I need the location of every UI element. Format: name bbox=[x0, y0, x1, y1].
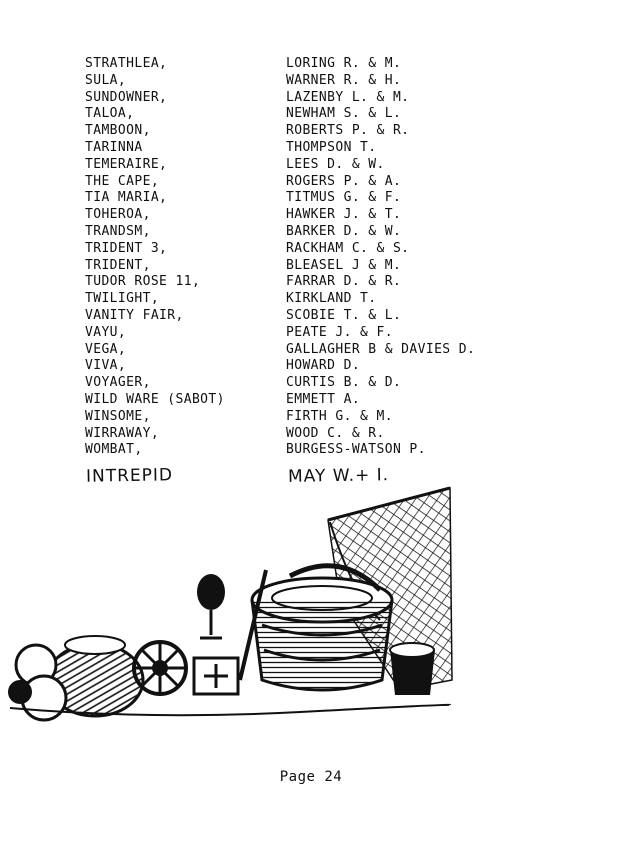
list-item bbox=[85, 392, 535, 409]
list-item bbox=[85, 224, 535, 241]
boat-name: THE CAPE, bbox=[85, 173, 160, 189]
owner-name: HOWARD D. bbox=[286, 358, 361, 374]
boat-name: VIVA, bbox=[85, 358, 127, 374]
owner-name: CURTIS B. & D. bbox=[286, 375, 402, 391]
owner-name: NEWHAM S. & L. bbox=[286, 106, 402, 122]
boat-name: WILD WARE (SABOT) bbox=[85, 391, 225, 407]
list-item bbox=[85, 241, 535, 258]
list-item bbox=[85, 274, 535, 291]
owner-name: EMMETT A. bbox=[286, 391, 361, 407]
boat-name: TEMERAIRE, bbox=[85, 156, 168, 172]
list-item bbox=[85, 291, 535, 308]
list-item bbox=[85, 73, 535, 90]
owner-name: LORING R. & M. bbox=[286, 56, 402, 71]
owner-name: FIRTH G. & M. bbox=[286, 408, 393, 424]
list-item bbox=[85, 409, 535, 426]
lobster-pot-icon bbox=[252, 566, 392, 690]
list-item bbox=[85, 207, 535, 224]
boat-name: VAYU, bbox=[85, 324, 127, 340]
lantern-icon bbox=[197, 574, 225, 638]
boat-name: TARINNA bbox=[85, 139, 143, 155]
owner-name: RACKHAM C. & S. bbox=[286, 240, 410, 256]
boat-name: TUDOR ROSE 11, bbox=[85, 274, 201, 290]
owner-name: GALLAGHER B & DAVIES D. bbox=[286, 341, 476, 357]
owner-name: TITMUS G. & F. bbox=[286, 190, 402, 206]
boat-name: TRIDENT 3, bbox=[85, 240, 168, 256]
nautical-still-life-illustration bbox=[0, 480, 622, 730]
list-item bbox=[85, 308, 535, 325]
owner-name: HAWKER J. & T. bbox=[286, 207, 402, 223]
boat-name: TIA MARIA, bbox=[85, 190, 168, 206]
handwritten-owner-name: MAY W.+ I. bbox=[287, 465, 390, 487]
list-item bbox=[85, 375, 535, 392]
owner-name: THOMPSON T. bbox=[286, 139, 377, 155]
handwritten-boat-name: INTREPID bbox=[85, 465, 174, 487]
list-item bbox=[85, 358, 535, 375]
list-item bbox=[85, 56, 535, 73]
list-item bbox=[85, 325, 535, 342]
list-item bbox=[85, 106, 535, 123]
owner-name: BURGESS-WATSON P. bbox=[286, 442, 426, 458]
list-item bbox=[85, 190, 535, 207]
boat-name: SUNDOWNER, bbox=[85, 89, 168, 105]
boat-name: WIRRAWAY, bbox=[85, 425, 160, 441]
boat-name: TALOA, bbox=[85, 106, 135, 122]
crate-icon bbox=[194, 658, 238, 694]
bucket-icon bbox=[390, 643, 435, 695]
boat-name: WOMBAT, bbox=[85, 442, 143, 458]
owner-list bbox=[85, 56, 535, 459]
list-item bbox=[85, 426, 535, 443]
list-item bbox=[85, 157, 535, 174]
owner-name: ROGERS P. & A. bbox=[286, 173, 402, 189]
owner-name: FARRAR D. & R. bbox=[286, 274, 402, 290]
owner-name: LAZENBY L. & M. bbox=[286, 89, 410, 105]
list-item bbox=[85, 258, 535, 275]
boat-name: TRIDENT, bbox=[85, 257, 151, 273]
owner-name: ROBERTS P. & R. bbox=[286, 123, 410, 139]
list-item bbox=[85, 342, 535, 359]
boat-name: VOYAGER, bbox=[85, 375, 151, 391]
list-item bbox=[85, 442, 535, 459]
owner-name: LEES D. & W. bbox=[286, 156, 385, 172]
boat-name: WINSOME, bbox=[85, 408, 151, 424]
owner-name: WOOD C. & R. bbox=[286, 425, 385, 441]
owner-name: WARNER R. & H. bbox=[286, 72, 402, 88]
list-item bbox=[85, 90, 535, 107]
boat-name: TOHEROA, bbox=[85, 207, 151, 223]
boat-name: TWILIGHT, bbox=[85, 291, 160, 307]
boat-name: TAMBOON, bbox=[85, 123, 151, 139]
owner-name: BARKER D. & W. bbox=[286, 223, 402, 239]
boat-name: VEGA, bbox=[85, 341, 127, 357]
list-item bbox=[85, 140, 535, 157]
list-item bbox=[85, 174, 535, 191]
boat-name: VANITY FAIR, bbox=[85, 307, 184, 323]
owner-name: PEATE J. & F. bbox=[286, 324, 393, 340]
list-item bbox=[85, 123, 535, 140]
boat-name: SULA, bbox=[85, 72, 127, 88]
owner-name: SCOBIE T. & L. bbox=[286, 307, 402, 323]
page-number: Page 24 bbox=[279, 769, 343, 785]
owner-name: BLEASEL J & M. bbox=[286, 257, 402, 273]
boat-name: TRANDSM, bbox=[85, 223, 151, 239]
owner-name: KIRKLAND T. bbox=[286, 291, 377, 307]
boat-name: STRATHLEA, bbox=[85, 56, 168, 71]
